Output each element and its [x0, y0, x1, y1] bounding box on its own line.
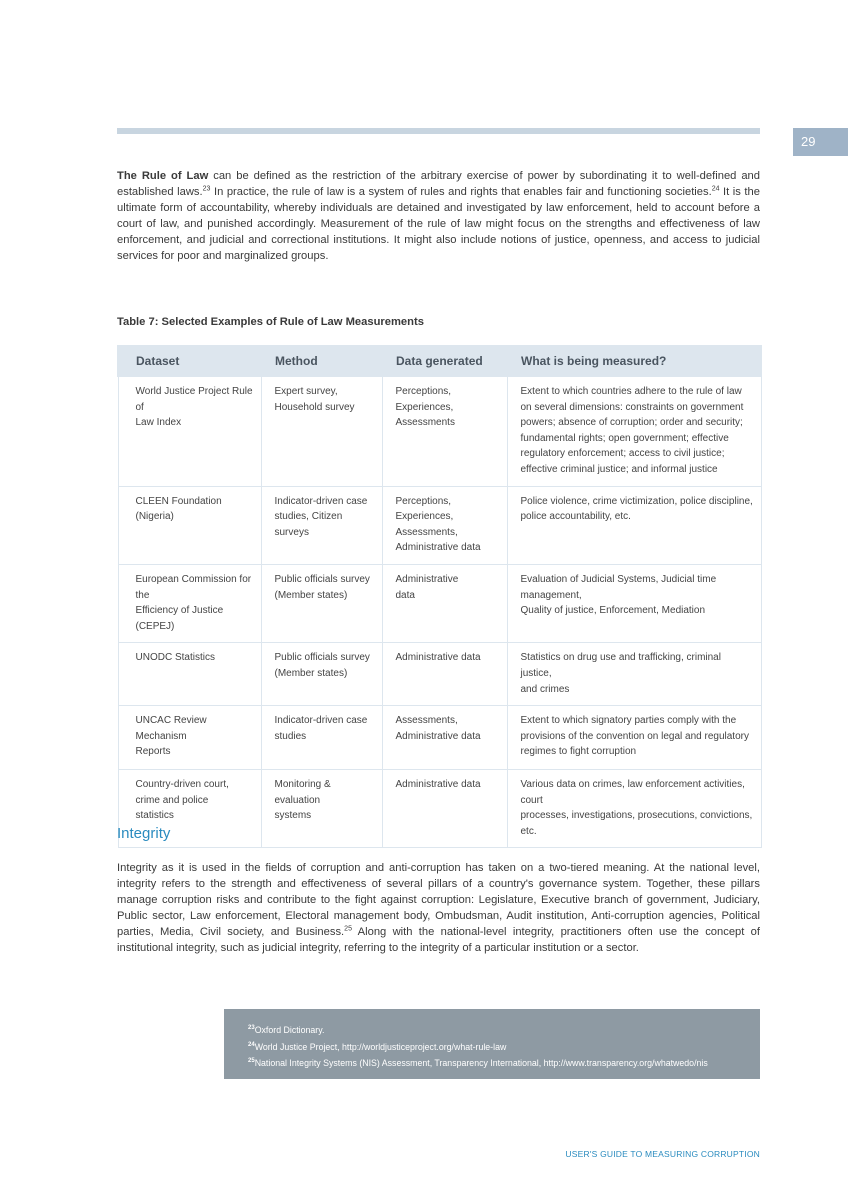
- intro-text-2: In practice, the rule of law is a system of rules and rights that enables fair and functioning societies.: [210, 186, 712, 198]
- integrity-text-2: Along with the national-level integrity, practitioners often use the concept of institutional integrity, such as judicial integrity, referring to the integrity of a particular institution or a sector.: [117, 926, 761, 954]
- intro-text-3: It is the ultimate form of accountability, whereby individuals are detained and investigated by law enforcement, held to account before a court of law, and punished accordingly. Measurement of the rule of law might focus on the strengths and effectiveness of law enforcement, and judicial and correctional institutions. It might also include notions of justice, openness, and access to judicial services for poor and marginalized groups.: [117, 186, 760, 262]
- footnote-text[interactable]: World Justice Project, http://worldjusticeproject.org/what-rule-law: [254, 1041, 507, 1052]
- cell-dataset: UNCAC Review Mechanism Reports: [118, 706, 261, 770]
- cell-what-measured: Various data on crimes, law enforcement activities, court processes, investigations, prosecutions, convictions, etc.: [507, 770, 761, 848]
- table-row: [118, 643, 761, 706]
- footnote-number: 24: [248, 1041, 255, 1048]
- integrity-text-1: Integrity as it is used in the fields of corruption and anti-corruption has taken on a two-tiered meaning. At the national level, integrity refers to the strength and effectiveness of several pillars of a country's governance system. Together, these pillars manage corruption risks and contribute to the fight against corruption: Legislature, Executive branch of government, Judiciary, Public sector, Law enforcement, Electoral management body, Ombudsman, Audit institution, Anti-corruption agencies, Political parties, Media, Civil society, and Business.: [117, 862, 760, 938]
- cell-data-generated: Assessments, Administrative data: [382, 706, 507, 770]
- cell-data-generated: Perceptions, Experiences, Assessments: [382, 376, 507, 486]
- rule-of-law-term: The Rule of Law: [117, 170, 209, 182]
- cell-data-generated: Perceptions, Experiences, Assessments, Administrative data: [382, 486, 507, 564]
- table-row: [118, 706, 761, 770]
- table-row: [118, 564, 761, 642]
- header-what-measured: What is being measured?: [507, 346, 761, 376]
- cell-data-generated: Administrative data: [382, 770, 507, 848]
- running-footer: USER'S GUIDE TO MEASURING CORRUPTION: [565, 1149, 760, 1159]
- cell-what-measured: Evaluation of Judicial Systems, Judicial time management, Quality of justice, Enforcement, Mediation: [507, 564, 761, 642]
- cell-method: Public officials survey (Member states): [261, 643, 382, 706]
- footnote-number: 23: [248, 1025, 255, 1032]
- intro-paragraph: [117, 168, 760, 264]
- top-rule: [117, 128, 760, 134]
- cell-method: Expert survey, Household survey: [261, 376, 382, 486]
- rule-of-law-table: [117, 345, 762, 848]
- cell-method: Indicator-driven case studies, Citizen surveys: [261, 486, 382, 564]
- cell-what-measured: Extent to which signatory parties comply with the provisions of the convention on legal and regulatory regimes to fight corruption: [507, 706, 761, 770]
- intro-text-1: can be defined as the restriction of the arbitrary exercise of power by subordinating it to well-defined and established laws.: [117, 170, 760, 198]
- table-row: [118, 486, 761, 564]
- cell-method: Indicator-driven case studies: [261, 706, 382, 770]
- cell-data-generated: Administrative data: [382, 564, 507, 642]
- cell-dataset: UNODC Statistics: [118, 643, 261, 706]
- footnote-ref[interactable]: 25: [344, 925, 352, 933]
- cell-what-measured: Statistics on drug use and trafficking, criminal justice, and crimes: [507, 643, 761, 706]
- footnote-item: [248, 1022, 760, 1039]
- cell-dataset: Country-driven court, crime and police statistics: [118, 770, 261, 848]
- table-header-row: [118, 346, 761, 376]
- table-row: [118, 770, 761, 848]
- cell-dataset: World Justice Project Rule of Law Index: [118, 376, 261, 486]
- footnote-item: [248, 1055, 760, 1072]
- footnote-text[interactable]: National Integrity Systems (NIS) Assessment, Transparency International, http://www.transparency.org/whatwedo/nis: [254, 1058, 708, 1068]
- page-number: 29: [793, 128, 848, 156]
- header-method: Method: [261, 346, 382, 376]
- cell-dataset: CLEEN Foundation (Nigeria): [118, 486, 261, 564]
- footnotes-box: [224, 1009, 760, 1079]
- footnote-text: Oxford Dictionary.: [254, 1025, 325, 1035]
- cell-what-measured: Extent to which countries adhere to the rule of law on several dimensions: constraints on government powers; absence of corruption; order and security; fundamental rights; open government; effective regulatory enforcement; access to civil justice; effective criminal justice; and informal justice: [507, 376, 761, 486]
- table-row: [118, 376, 761, 486]
- cell-dataset: European Commission for the Efficiency of Justice (CEPEJ): [118, 564, 261, 642]
- section-heading-integrity: Integrity: [117, 825, 171, 842]
- cell-method: Monitoring & evaluation systems: [261, 770, 382, 848]
- footnote-ref[interactable]: 24: [711, 185, 720, 193]
- footnote-number: 25: [248, 1058, 255, 1065]
- footnote-item: [248, 1039, 760, 1056]
- integrity-paragraph: [117, 860, 760, 956]
- cell-what-measured: Police violence, crime victimization, police discipline, police accountability, etc.: [507, 486, 761, 564]
- table-caption: Table 7: Selected Examples of Rule of Law Measurements: [117, 316, 424, 328]
- footnote-ref[interactable]: 23: [202, 185, 211, 193]
- header-data-generated: Data generated: [382, 346, 507, 376]
- cell-method: Public officials survey (Member states): [261, 564, 382, 642]
- cell-data-generated: Administrative data: [382, 643, 507, 706]
- header-dataset: Dataset: [118, 346, 261, 376]
